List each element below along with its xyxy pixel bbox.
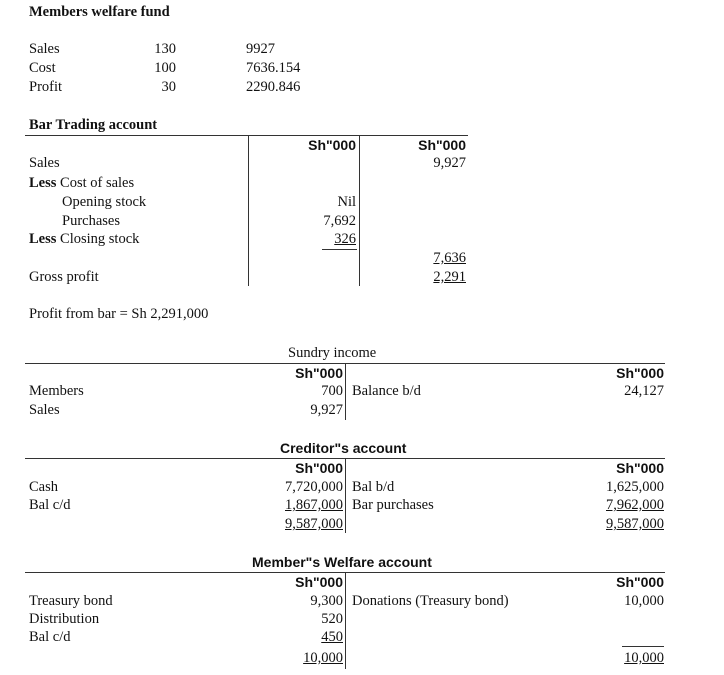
cost-total-value: 7,636: [433, 250, 466, 266]
sundry-right-value-0: 24,127: [624, 383, 664, 399]
sundry-title: Sundry income: [288, 345, 377, 361]
sundry-left-label-0: Members: [29, 383, 84, 399]
summary-amount-cost: 7636.154: [246, 60, 301, 76]
purchases-value: 7,692: [323, 213, 356, 229]
bar-trading-sales-label: Sales: [29, 155, 60, 171]
creditors-right-value-0: 1,625,000: [606, 479, 664, 495]
welfare-right-label-0: Donations (Treasury bond): [352, 593, 509, 609]
creditors-left-total: 9,587,000: [285, 516, 343, 532]
summary-ratio-sales: 130: [154, 41, 176, 57]
bar-trading-col-divider-1: [248, 136, 249, 286]
welfare-right-header: Sh"000: [616, 574, 664, 590]
summary-amount-sales: 9927: [246, 41, 275, 57]
creditors-right-value-1: 7,962,000: [606, 497, 664, 513]
bar-trading-title: Bar Trading account: [29, 117, 158, 133]
creditors-divider: [345, 459, 346, 533]
summary-ratio-cost: 100: [154, 60, 176, 76]
creditors-right-total: 9,587,000: [606, 516, 664, 532]
sundry-divider: [345, 364, 346, 420]
welfare-right-total-rule: [622, 646, 664, 647]
summary-label-profit: Profit: [29, 79, 63, 95]
bar-trading-rule: [25, 135, 468, 136]
summary-label-sales: Sales: [29, 41, 60, 57]
bar-trading-col2-header: Sh"000: [418, 137, 466, 153]
summary-ratio-profit: 30: [161, 79, 176, 95]
page-title: Members welfare fund: [29, 4, 170, 20]
sundry-left-value-0: 700: [321, 383, 343, 399]
creditors-right-header: Sh"000: [616, 460, 664, 476]
bar-trading-sales-value: 9,927: [433, 155, 466, 171]
welfare-left-label-1: Distribution: [29, 611, 100, 627]
opening-stock-value: Nil: [337, 194, 356, 210]
sundry-left-label-1: Sales: [29, 402, 60, 418]
closing-stock-value: 326: [334, 231, 356, 247]
closing-stock-line: Less Closing stock: [29, 231, 140, 247]
sundry-right-header: Sh"000: [616, 365, 664, 381]
welfare-left-value-0: 9,300: [310, 593, 343, 609]
opening-stock-label: Opening stock: [62, 194, 147, 210]
welfare-left-total: 10,000: [303, 650, 343, 666]
bar-trading-col1-header: Sh"000: [308, 137, 356, 153]
creditors-left-header: Sh"000: [295, 460, 343, 476]
creditors-right-label-1: Bar purchases: [352, 497, 434, 513]
profit-from-bar-note: Profit from bar = Sh 2,291,000: [29, 306, 209, 322]
sundry-right-label-0: Balance b/d: [352, 383, 421, 399]
summary-label-cost: Cost: [29, 60, 56, 76]
gross-profit-label: Gross profit: [29, 269, 99, 285]
welfare-left-value-2: 450: [321, 629, 343, 645]
closing-stock-underline: [322, 249, 357, 250]
creditors-left-value-1: 1,867,000: [285, 497, 343, 513]
summary-amount-profit: 2290.846: [246, 79, 301, 95]
sundry-left-header: Sh"000: [295, 365, 343, 381]
bar-trading-cost-of-sales: Less Cost of sales: [29, 175, 135, 191]
welfare-account-divider: [345, 573, 346, 669]
welfare-left-label-0: Treasury bond: [29, 593, 113, 609]
creditors-right-label-0: Bal b/d: [352, 479, 395, 495]
welfare-left-value-1: 520: [321, 611, 343, 627]
sundry-left-value-1: 9,927: [310, 402, 343, 418]
welfare-account-title: Member"s Welfare account: [252, 554, 432, 570]
purchases-label: Purchases: [62, 213, 120, 229]
creditors-left-value-0: 7,720,000: [285, 479, 343, 495]
welfare-left-label-2: Bal c/d: [29, 629, 71, 645]
creditors-left-label-0: Cash: [29, 479, 58, 495]
bar-trading-col-divider-2: [359, 136, 360, 286]
welfare-right-value-0: 10,000: [624, 593, 664, 609]
creditors-title: Creditor"s account: [280, 440, 407, 456]
creditors-left-label-1: Bal c/d: [29, 497, 71, 513]
welfare-left-header: Sh"000: [295, 574, 343, 590]
welfare-right-total: 10,000: [624, 650, 664, 666]
gross-profit-value: 2,291: [433, 269, 466, 285]
